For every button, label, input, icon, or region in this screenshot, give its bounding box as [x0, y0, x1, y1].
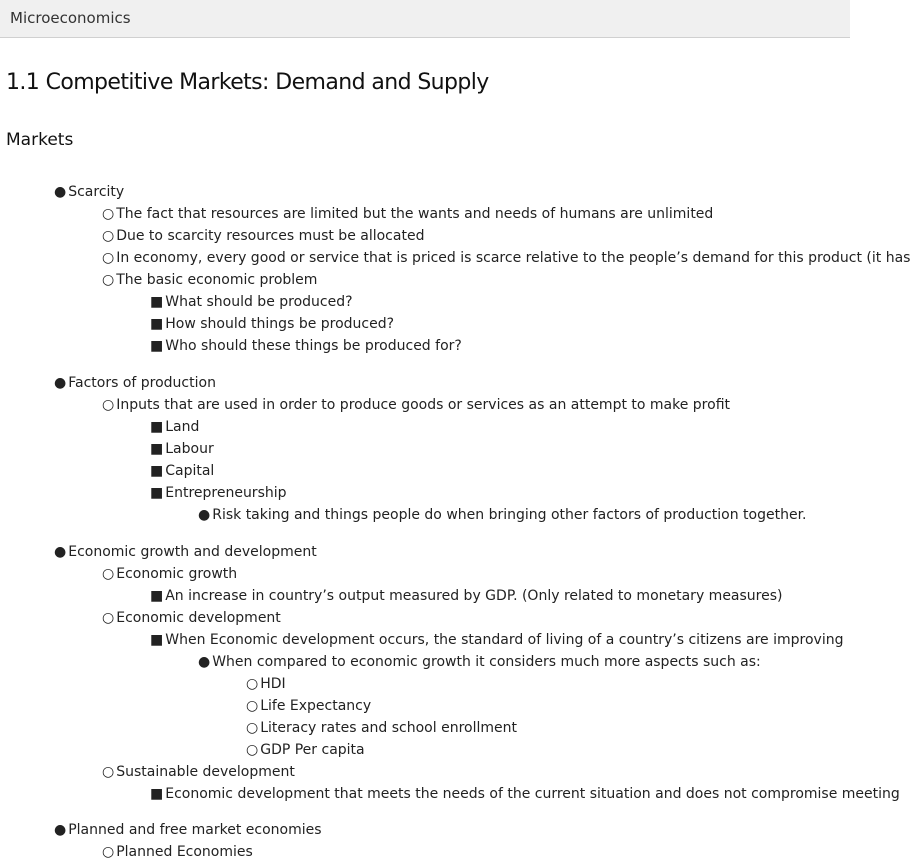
- circle-bullet-icon: ○: [102, 250, 115, 266]
- square-bullet-icon: ■: [150, 588, 164, 604]
- list-item-text: Entrepreneurship: [165, 485, 287, 501]
- list-item: [150, 785, 900, 803]
- list-item-text: In economy, every good or service that is priced is scarce relative to the people’s demand for this product (it has: [116, 250, 910, 266]
- list-item-text: When compared to economic growth it considers much more aspects such as:: [212, 654, 761, 670]
- square-bullet-icon: ■: [150, 632, 164, 648]
- circle-bullet-icon: ○: [246, 720, 259, 736]
- list-item: [150, 587, 783, 605]
- list-item: [198, 506, 807, 524]
- list-item: [102, 565, 237, 583]
- list-item-text: Scarcity: [68, 184, 125, 200]
- list-item: [150, 484, 287, 502]
- circle-bullet-icon: ○: [102, 206, 115, 222]
- list-item-text: The fact that resources are limited but the wants and needs of humans are unlimited: [116, 206, 714, 222]
- document-content[interactable]: [0, 39, 910, 860]
- list-item: [102, 396, 730, 414]
- list-item-text: Economic growth and development: [68, 544, 317, 560]
- list-item: [102, 609, 281, 627]
- disc-bullet-icon: ●: [54, 184, 67, 200]
- list-item-text: Land: [165, 419, 200, 435]
- list-item-text: Risk taking and things people do when bringing other factors of production together.: [212, 507, 807, 523]
- list-item-text: How should things be produced?: [165, 316, 395, 332]
- list-item-text: Economic growth: [116, 566, 238, 582]
- circle-bullet-icon: ○: [102, 764, 115, 780]
- list-item: [150, 462, 214, 480]
- list-item: [54, 183, 124, 201]
- list-item-text: An increase in country’s output measured by GDP. (Only related to monetary measures): [165, 588, 783, 604]
- list-item: [246, 741, 365, 759]
- list-item-text: What should be produced?: [165, 294, 353, 310]
- heading-markets: Markets: [6, 130, 74, 150]
- list-item-text: The basic economic problem: [116, 272, 318, 288]
- square-bullet-icon: ■: [150, 485, 164, 501]
- list-item-text: Capital: [165, 463, 215, 479]
- list-item: [198, 653, 761, 671]
- list-item: [54, 543, 317, 561]
- list-item: [102, 227, 424, 245]
- circle-bullet-icon: ○: [246, 676, 259, 692]
- list-item: [150, 293, 353, 311]
- app-title: Microeconomics: [10, 9, 131, 27]
- circle-bullet-icon: ○: [102, 228, 115, 244]
- square-bullet-icon: ■: [150, 316, 164, 332]
- list-item: [102, 763, 295, 781]
- list-item-text: Planned and free market economies: [68, 822, 322, 838]
- list-item-text: Literacy rates and school enrollment: [260, 720, 517, 736]
- list-item-text: Planned Economies: [116, 844, 253, 860]
- disc-bullet-icon: ●: [54, 822, 67, 838]
- circle-bullet-icon: ○: [102, 272, 115, 288]
- list-item-text: Due to scarcity resources must be allocated: [116, 228, 425, 244]
- list-item-text: HDI: [260, 676, 286, 692]
- circle-bullet-icon: ○: [102, 566, 115, 582]
- list-item: [102, 249, 910, 267]
- list-item: [246, 719, 517, 737]
- list-item: [54, 374, 216, 392]
- circle-bullet-icon: ○: [102, 844, 115, 860]
- list-item: [246, 697, 371, 715]
- list-item-text: Economic development: [116, 610, 281, 626]
- heading-section-title: 1.1 Competitive Markets: Demand and Supply: [6, 70, 489, 95]
- list-item-text: GDP Per capita: [260, 742, 365, 758]
- list-item: [102, 843, 253, 861]
- list-item: [102, 205, 713, 223]
- list-item-text: Sustainable development: [116, 764, 295, 780]
- circle-bullet-icon: ○: [246, 698, 259, 714]
- list-item: [54, 821, 322, 839]
- list-item-text: Life Expectancy: [260, 698, 372, 714]
- list-item-text: When Economic development occurs, the standard of living of a country’s citizens are improving: [165, 632, 844, 648]
- disc-bullet-icon: ●: [54, 375, 67, 391]
- disc-bullet-icon: ●: [54, 544, 67, 560]
- square-bullet-icon: ■: [150, 338, 164, 354]
- square-bullet-icon: ■: [150, 463, 164, 479]
- list-item-text: Labour: [165, 441, 214, 457]
- list-item: [150, 418, 199, 436]
- list-item: [150, 631, 843, 649]
- list-item-text: Factors of production: [68, 375, 216, 391]
- square-bullet-icon: ■: [150, 419, 164, 435]
- list-item: [246, 675, 286, 693]
- list-item: [150, 440, 214, 458]
- circle-bullet-icon: ○: [102, 610, 115, 626]
- list-item-text: Economic development that meets the needs of the current situation and does not compromise meeting: [165, 786, 900, 802]
- circle-bullet-icon: ○: [246, 742, 259, 758]
- square-bullet-icon: ■: [150, 294, 164, 310]
- title-bar: [0, 0, 850, 38]
- disc-bullet-icon: ●: [198, 507, 211, 523]
- circle-bullet-icon: ○: [102, 397, 115, 413]
- square-bullet-icon: ■: [150, 441, 164, 457]
- list-item-text: Who should these things be produced for?: [165, 338, 462, 354]
- list-item-text: Inputs that are used in order to produce goods or services as an attempt to make profit: [116, 397, 730, 413]
- square-bullet-icon: ■: [150, 786, 164, 802]
- disc-bullet-icon: ●: [198, 654, 211, 670]
- list-item: [150, 337, 462, 355]
- list-item: [150, 315, 394, 333]
- list-item: [102, 271, 317, 289]
